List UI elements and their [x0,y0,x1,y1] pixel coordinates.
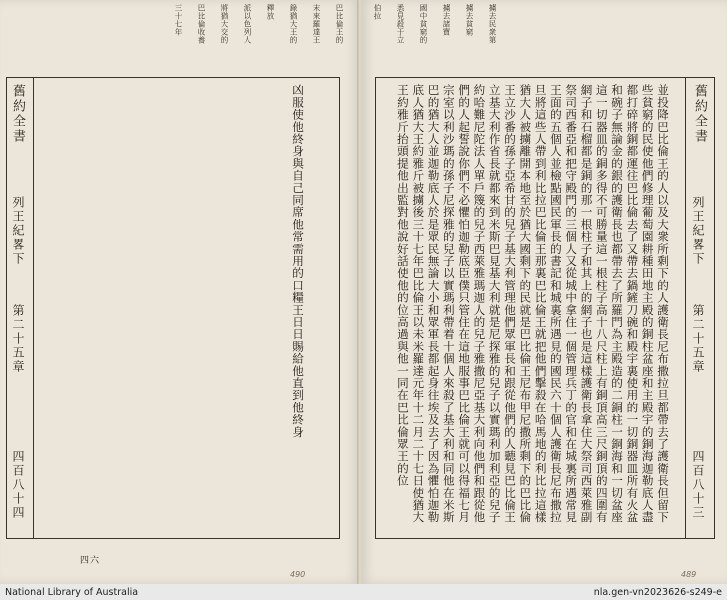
archive-identifier: nla.gen-vn2023626-s249-e [593,586,722,598]
margin-note: 擄去民衆第 [488,4,497,44]
margin-note: 釋放 [266,4,275,20]
margin-note: 巴比倫王的 [335,4,344,44]
margin-note: 巴比倫收養 [197,4,206,44]
margin-note: 末來羅達王 [312,4,321,44]
left-running-header [9,78,31,538]
book-name: 列王紀畧下 [11,196,25,266]
right-margin-notes [373,4,497,74]
right-running-header [686,78,712,538]
book-series-title: 舊約全書 [692,84,707,144]
left-margin-notes [174,4,344,74]
pencil-page-number: 490 [290,570,306,579]
left-text-frame [6,77,340,539]
book-name: 列王紀畧下 [691,196,705,266]
margin-note: 伯拉 [373,4,382,20]
right-page [361,0,727,584]
page-number: 四百八十三 [691,450,705,520]
margin-note: 將猶大交的 [220,4,229,44]
folio-mark: 四六 [80,556,101,566]
library-credit: National Library of Australia [5,586,139,598]
right-text-frame [375,77,715,539]
pencil-page-number: 489 [681,570,697,579]
archive-footer [0,584,727,600]
margin-note: 派以色列人 [243,4,252,44]
header-rule [685,78,686,538]
margin-note: 擄去諸寶 [442,4,451,36]
chapter-label: 第二十五章 [11,304,25,374]
left-page [0,0,360,584]
left-body-text: 凶服使他終身與自己同席他常需用的口糧王日日賜給他直到他終身 [291,84,305,438]
margin-note: 悉見殺于立 [396,4,405,44]
book-series-title: 舊約全書 [10,84,25,144]
margin-note: 國中貧窮的 [419,4,428,44]
chapter-label: 第二十五章 [691,304,705,374]
header-rule [33,78,34,538]
margin-note: 三十七年 [174,4,183,36]
margin-note: 擄去貧窮 [465,4,474,36]
right-body-text: 並投降巴比倫王的人以及大衆所剩下的人護衛長尼布撒拉旦都帶去了護衛長但留下些貧窮的民使他們修理葡萄園耕種田地主殿的銅柱盆座和主殿宇的銅海迦勒底人盡都打碎將銅都運往巴比倫去了又帶去鍋鏟刀碗和殿宇裏使用的一切銅器皿所有火盆和碗子無論金的銀的護衛長也都帶去了所羅門為主殿造的二銅柱一銅海和一切盆座這一切器皿的銅多得不可勝量這一根柱子高十八尺柱上有銅頂高三尺銅頂的四圍有網子和石榴都是銅的那一根柱子和其上的網子也是這樣護衛長拿住大祭司西萊雅副祭司西番亞和把守殿門的三個人又從城中拿住一個管理兵丁的官和在城裏所遇常見王面的五個人並檢點國民軍長的書記和城裏所遇見的國民六十個人護衛長尼布撒拉旦將這些人帶到利比拉巴比倫王那裏巴比倫王就把他們擊殺在哈馬地的利比拉這樣猶大人被擄離開本地至於猶大國剩下的民就是巴比倫王尼布甲尼撒所剩下的巴比倫王立沙番的孫子亞希甘的兒子基大利管理他們眾軍長和跟從他們的人聽見巴比倫王立基大利作省長就都來到米斯巴見基大利就是尼探雅的兒子以實瑪利加利亞的兒子約哈難尼陀法人單戶篾的兒子西萊雅瑪迦人的兒子雅撒尼亞基大利向他們和跟從他們的人起誓說你們不必懼怕迦勒底臣僕只管住在這地服事巴比倫王就可以得福七月宗室以利沙瑪的孫子尼探雅的兒子以實瑪利帶着十個人來殺了基大利和同他在米斯巴的猶大人並迦勒底人於是眾民無論大小和眾軍長都起身往埃及去了因為懼怕迦勒底人猶大王約雅斤被擄後三十七年巴比倫王以未米羅達元年十二月二十七日使猶大王約雅斤抬頭提他出監對他說好話使他的位高過與他一同在巴比倫眾王的位 [395,84,670,524]
margin-note: 錄猶大王的 [289,4,298,44]
page-number: 四百八十四 [11,450,25,520]
